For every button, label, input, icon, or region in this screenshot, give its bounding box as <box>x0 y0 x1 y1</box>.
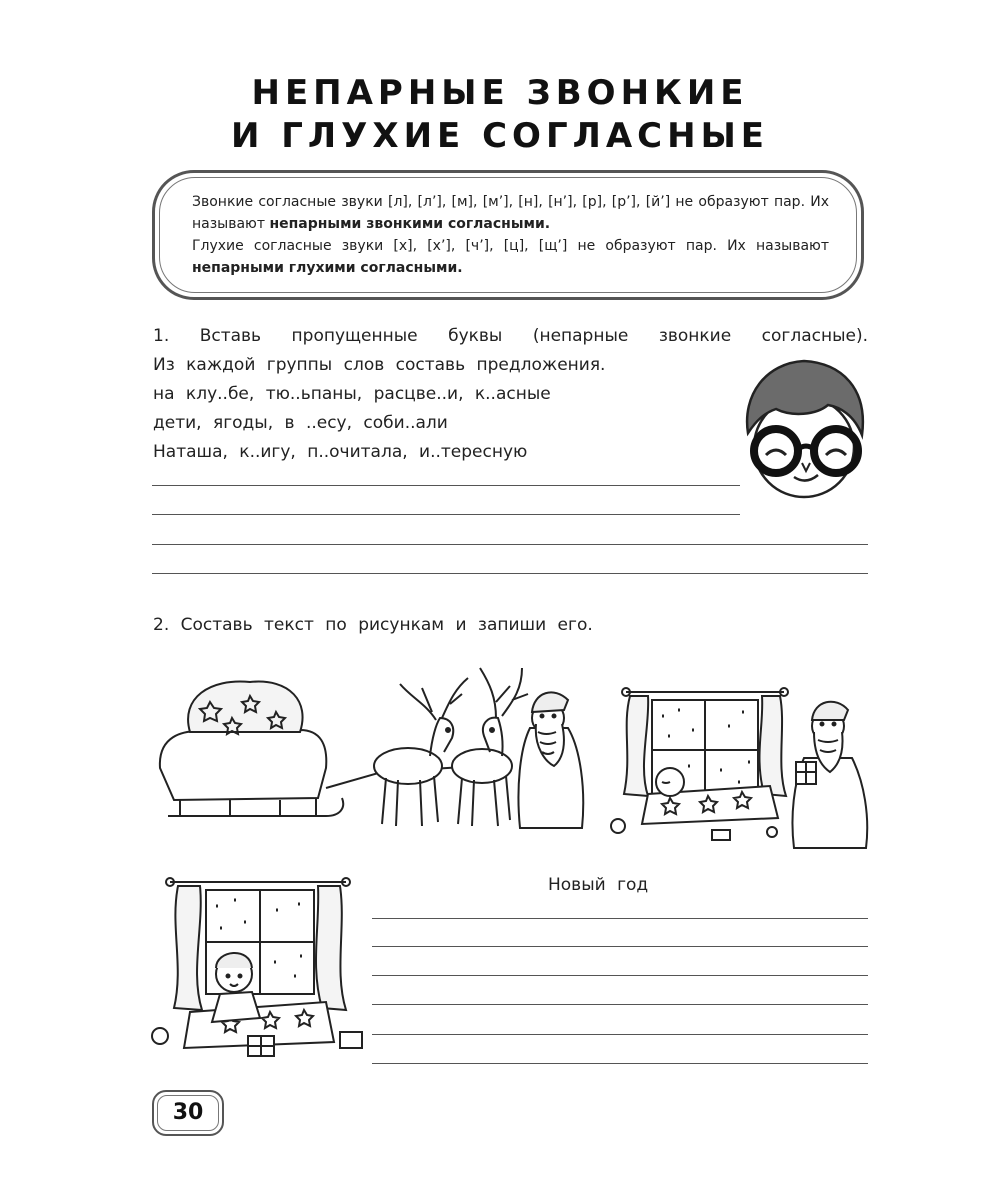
page-title <box>0 72 1000 158</box>
title-line-2: И ГЛУХИЕ СОГЛАСНЫЕ <box>230 116 770 156</box>
rule-paragraph-voiced <box>192 191 829 235</box>
rule-voiceless-term: непарными глухими согласными. <box>192 260 463 276</box>
santa-at-window-illustration <box>608 686 878 852</box>
task1-writing-line-3[interactable] <box>152 544 868 545</box>
rule-paragraph-voiceless <box>192 235 829 279</box>
rule-voiceless-text: Глухие согласные звуки [х], [х’], [ч’], [ц], [щ’] не образуют пар. Их называют <box>192 238 829 254</box>
task2-writing-line-3[interactable] <box>372 975 868 976</box>
task2-writing-line-6[interactable] <box>372 1063 868 1064</box>
title-line-1: НЕПАРНЫЕ ЗВОНКИЕ <box>251 73 749 113</box>
task2-writing-line-1[interactable] <box>372 918 868 919</box>
task1-words-group3: Наташа, к..игу, п..очитала, и..тересную <box>153 442 528 462</box>
task1-instruction-line1: 1. Вставь пропущенные буквы (непарные звонкие согласные). <box>153 326 868 346</box>
rule-voiced-text: Звонкие согласные звуки [л], [л’], [м], [м’], [н], [н’], [р], [р’], [й’] не образуют пар. Их называют <box>192 194 829 232</box>
task1-writing-line-2[interactable] <box>152 514 740 515</box>
page-number: 30 <box>157 1095 219 1131</box>
child-waking-up-illustration <box>150 876 366 1062</box>
santa-sleigh-reindeer-illustration <box>150 648 590 848</box>
story-title: Новый год <box>548 875 649 895</box>
task2-writing-line-2[interactable] <box>372 946 868 947</box>
task2-writing-line-5[interactable] <box>372 1034 868 1035</box>
task1-words-group1: на клу..бе, тю..ьпаны, расцве..и, к..асные <box>153 384 551 404</box>
task2-writing-line-4[interactable] <box>372 1004 868 1005</box>
task2-instruction: 2. Составь текст по рисункам и запиши его. <box>153 615 593 635</box>
rule-text <box>192 191 829 279</box>
task1-writing-line-1[interactable] <box>152 485 740 486</box>
task1-instruction-line2: Из каждой группы слов составь предложения. <box>153 355 606 375</box>
boy-with-glasses-icon <box>736 355 872 505</box>
task1-writing-line-4[interactable] <box>152 573 868 574</box>
task1-words-group2: дети, ягоды, в ..есу, соби..али <box>153 413 448 433</box>
rule-voiced-term: непарными звонкими согласными. <box>269 216 551 232</box>
